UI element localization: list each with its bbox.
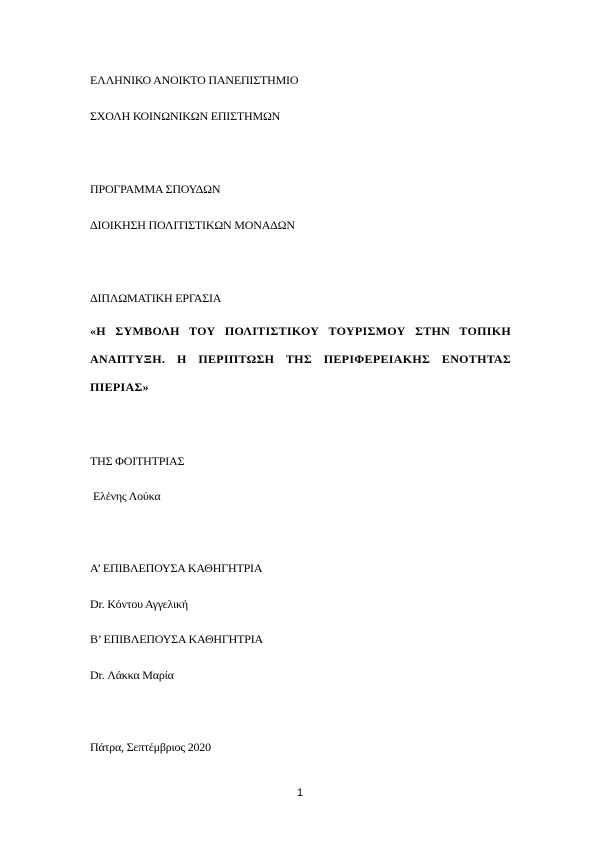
place-date: Πάτρα, Σεπτέμβριος 2020 xyxy=(90,740,211,754)
program-label: ΠΡΟΓΡΑΜΜΑ ΣΠΟΥΔΩΝ xyxy=(90,182,221,196)
university-name: ΕΛΛΗΝΙΚΟ ΑΝΟΙΚΤΟ ΠΑΝΕΠΙΣΤΗΜΙΟ xyxy=(90,73,299,87)
supervisor-b-name: Dr. Λάκκα Μαρία xyxy=(90,668,174,682)
thesis-title: «Η ΣΥΜΒΟΛΗ ΤΟΥ ΠΟΛΙΤΙΣΤΙΚΟΥ ΤΟΥΡΙΣΜΟΥ ΣΤΗΝ ΤΟΠΙΚΗ ΑΝΑΠΤΥΞΗ. Η ΠΕΡΙΠΤΩΣΗ ΤΗΣ ΠΕΡΙΦΕΡΕΙΑΚΗΣ ΕΝΟΤΗΤΑΣ ΠΙΕΡΙΑΣ» xyxy=(90,324,511,394)
supervisor-b-label: Β’ ΕΠΙΒΛΕΠΟΥΣΑ ΚΑΘΗΓΗΤΡΙΑ xyxy=(90,632,263,646)
school-name: ΣΧΟΛΗ ΚΟΙΝΩΝΙΚΩΝ ΕΠΙΣΤΗΜΩΝ xyxy=(90,109,281,123)
program-name: ΔΙΟΙΚΗΣΗ ΠΟΛΙΤΙΣΤΙΚΩΝ ΜΟΝΑΔΩΝ xyxy=(90,218,295,232)
student-label: ΤΗΣ ΦΟΙΤΗΤΡΙΑΣ xyxy=(90,454,185,468)
supervisor-a-label: Α’ ΕΠΙΒΛΕΠΟΥΣΑ ΚΑΘΗΓΗΤΡΙΑ xyxy=(90,561,263,575)
page-number: 1 xyxy=(296,787,304,799)
supervisor-a-name: Dr. Κόντου Αγγελική xyxy=(90,597,188,611)
thesis-type: ΔΙΠΛΩΜΑΤΙΚΗ ΕΡΓΑΣΙΑ xyxy=(90,291,222,305)
student-name: Ελένης Λούκα xyxy=(93,489,161,503)
